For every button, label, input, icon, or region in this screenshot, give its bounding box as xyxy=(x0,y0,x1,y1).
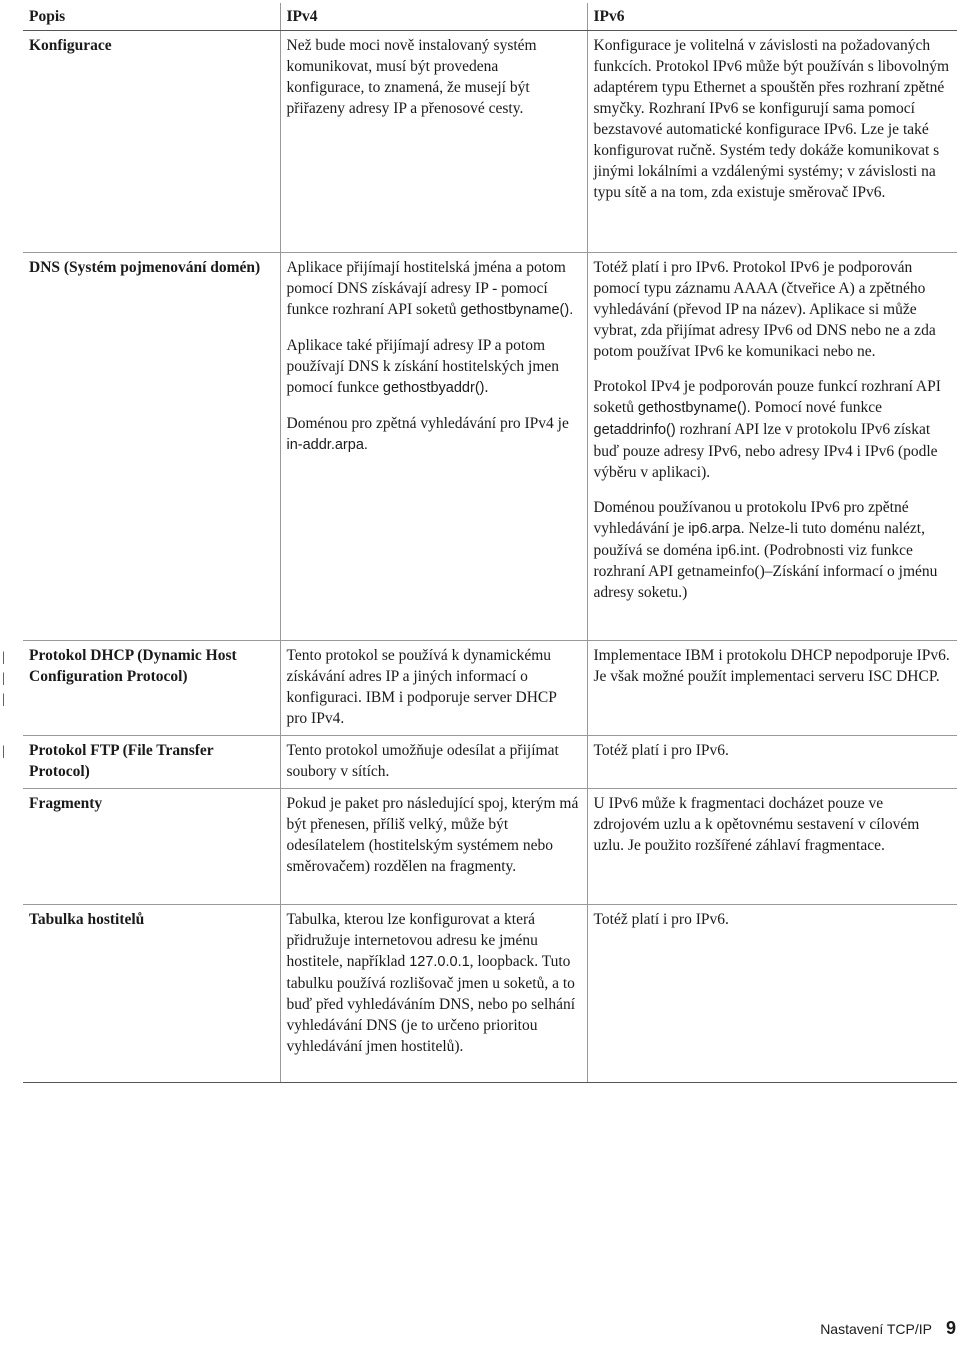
paragraph: Totéž platí i pro IPv6. Protokol IPv6 je podporován pomocí typu záznamu AAAA (čtveřice A) a zpětného vyhledávání (převod IP na název). Aplikace si může vybrat, zda přijímat adresy IPv6 od DNS nebo ne a zda potom používat IPv6 ke komunikaci nebo ne. xyxy=(593,259,936,360)
table-row xyxy=(23,736,957,789)
footer-title: Nastavení TCP/IP xyxy=(820,1321,932,1337)
ipv6-cell: Konfigurace je volitelná v závislosti na požadovaných funkcích. Protokol IPv6 může být používán s libovolným adaptérem typu Ethernet a spouštěn přes rozhraní zpětné smyčky. Rozhraní IPv6 se konfigurují sama pomocí bezstavové automatické konfigurace IPv6. Lze je také konfigurovat ručně. Systém tedy dokáže komunikovat s jinými lokálními a vzdálenými systémy; v závislosti na typu sítě a na tom, zda existuje směrovač IPv6. xyxy=(587,31,957,253)
table-row xyxy=(23,31,957,253)
ipv6-cell: Totéž platí i pro IPv6. xyxy=(587,905,957,1083)
change-bar: | xyxy=(2,692,5,707)
paragraph: Doménou používanou u protokolu IPv6 pro zpětné vyhledávání je ip6.arpa. Nelze-li tuto doménu nalézt, používá se doména ip6.int. (Podrobnosti viz funkce rozhraní API getnameinfo()–Získání informací o jménu adresy soketu.) xyxy=(593,499,938,601)
table-row xyxy=(23,641,957,736)
code-text: gethostbyname(). xyxy=(460,302,574,318)
ipv4-cell: Tento protokol se používá k dynamickému získávání adres IP a jiných informací o konfiguraci. IBM i podporuje server DHCP pro IPv4. xyxy=(280,641,587,736)
code-text: 127.0.0.1 xyxy=(409,954,470,970)
paragraph: Doménou pro zpětná vyhledávání pro IPv4 je in-addr.arpa. xyxy=(286,415,569,453)
row-label: Tabulka hostitelů xyxy=(23,905,280,1083)
ipv4-cell xyxy=(280,253,587,641)
comparison-table xyxy=(23,3,957,1083)
paragraph: Aplikace přijímají hostitelská jména a potom pomocí DNS získávají adresy IP - pomocí funkce rozhraní API soketů gethostbyname(). xyxy=(286,259,574,318)
ipv6-cell: Totéž platí i pro IPv6. xyxy=(587,736,957,789)
header-ipv4: IPv4 xyxy=(280,3,587,31)
row-label: Konfigurace xyxy=(23,31,280,253)
ipv4-cell: Pokud je paket pro následující spoj, kterým má být přenesen, příliš velký, může být odesílatelem (hostitelským systémem nebo směrovačem) rozdělen na fragmenty. xyxy=(280,789,587,905)
paragraph: Protokol IPv4 je podporován pouze funkcí rozhraní API soketů gethostbyname(). Pomocí nové funkce getaddrinfo() rozhraní API lze v protokolu IPv6 získat buď pouze adresy IPv6, nebo adresy IPv4 i IPv6 (podle výběru v aplikaci). xyxy=(593,378,941,481)
change-bar: | xyxy=(2,744,5,759)
row-label: Protokol FTP (File Transfer Protocol) xyxy=(23,736,280,789)
code-text: getaddrinfo() xyxy=(593,422,676,438)
code-text: ip6.arpa. xyxy=(688,521,745,537)
ipv4-cell: Tento protokol umožňuje odesílat a přijímat soubory v sítích. xyxy=(280,736,587,789)
header-popis: Popis xyxy=(23,3,280,31)
row-label: Protokol DHCP (Dynamic Host Configuration Protocol) xyxy=(23,641,280,736)
page-number: 9 xyxy=(945,1318,956,1338)
code-text: gethostbyname(). xyxy=(637,400,751,416)
table-row xyxy=(23,905,957,1083)
ipv4-cell: Tabulka, kterou lze konfigurovat a která přidružuje internetovou adresu ke jménu hostitele, například 127.0.0.1, loopback. Tuto tabulku používá rozlišovač jmen u soketů, a to buď před vyhledáváním DNS, nebo po selhání vyhledávání DNS (je to určeno prioritou vyhledávání jmen hostitelů). xyxy=(280,905,587,1083)
change-bar: | xyxy=(2,671,5,686)
ipv6-cell xyxy=(587,253,957,641)
row-label: DNS (Systém pojmenování domén) xyxy=(23,253,280,641)
header-ipv6: IPv6 xyxy=(587,3,957,31)
row-label: Fragmenty xyxy=(23,789,280,905)
page-footer xyxy=(820,1318,956,1339)
ipv4-cell: Než bude moci nově instalovaný systém komunikovat, musí být provedena konfigurace, to znamená, že musejí být přiřazeny adresy IP a přenosové cesty. xyxy=(280,31,587,253)
ipv6-cell: Implementace IBM i protokolu DHCP nepodporuje IPv6. Je však možné použít implementaci serveru ISC DHCP. xyxy=(587,641,957,736)
paragraph: Aplikace také přijímají adresy IP a potom používají DNS k získání hostitelských jmen pomocí funkce gethostbyaddr(). xyxy=(286,337,560,396)
code-text: gethostbyaddr() xyxy=(382,380,485,396)
change-bar: | xyxy=(2,650,5,665)
code-text: in-addr.arpa. xyxy=(286,437,368,453)
table-header-row xyxy=(23,3,957,31)
table-row xyxy=(23,253,957,641)
table-row xyxy=(23,789,957,905)
ipv6-cell: U IPv6 může k fragmentaci docházet pouze ve zdrojovém uzlu a k opětovnému sestavení v cílovém uzlu. Je použito rozšířené záhlaví fragmentace. xyxy=(587,789,957,905)
